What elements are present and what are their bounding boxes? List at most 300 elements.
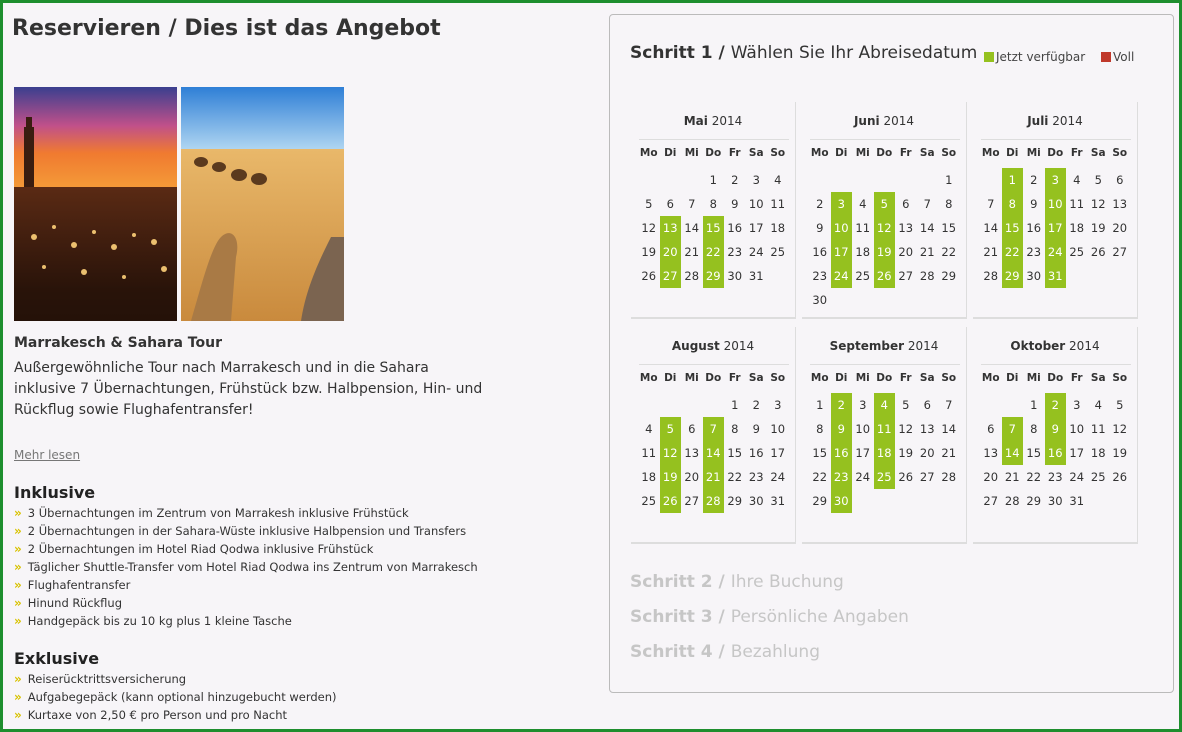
inklusive-text: 2 Übernachtungen im Hotel Riad Qodwa inklusive Frühstück — [27, 542, 374, 556]
inklusive-text: Flughafentransfer — [27, 578, 131, 592]
calendar-date: 12 — [1090, 197, 1106, 211]
calendar-date: 16 — [748, 446, 764, 460]
weekday-header: So — [1112, 147, 1128, 159]
available-date[interactable]: 26 — [874, 264, 896, 288]
calendar-date: 8 — [945, 197, 953, 211]
available-date[interactable]: 17 — [1045, 216, 1067, 240]
calendar-date: 1 — [945, 173, 953, 187]
calendar-date: 6 — [1116, 173, 1124, 187]
available-date[interactable]: 7 — [1002, 417, 1024, 441]
legend-available — [984, 50, 1085, 64]
calendar-date: 13 — [898, 221, 914, 235]
calendar-title — [802, 339, 966, 353]
calendar-date: 24 — [770, 470, 786, 484]
available-date[interactable]: 5 — [660, 417, 682, 441]
calendar-date: 6 — [902, 197, 910, 211]
chevron-bullet-icon: » — [14, 690, 22, 704]
calendar-empty-cell — [638, 393, 660, 417]
available-date[interactable]: 14 — [703, 441, 725, 465]
inklusive-item — [14, 558, 478, 576]
available-date[interactable]: 3 — [1045, 168, 1067, 192]
step-separator: / — [712, 607, 731, 627]
inklusive-item — [14, 594, 478, 612]
calendar-date: 23 — [748, 470, 764, 484]
calendar-date: 10 — [855, 422, 871, 436]
calendar-month: September — [829, 339, 905, 353]
calendar-date: 11 — [770, 197, 786, 211]
available-date[interactable]: 17 — [831, 240, 853, 264]
chevron-bullet-icon: » — [14, 506, 22, 520]
calendar-empty-cell — [831, 168, 853, 192]
available-date[interactable]: 31 — [1045, 264, 1067, 288]
chevron-bullet-icon: » — [14, 524, 22, 538]
calendar-september — [802, 327, 967, 544]
calendar-date: 14 — [684, 221, 700, 235]
calendar-date: 3 — [752, 173, 760, 187]
available-date[interactable]: 30 — [831, 489, 853, 513]
weekday-header: Mi — [684, 147, 699, 159]
calendar-date: 8 — [731, 422, 739, 436]
inklusive-item — [14, 612, 478, 630]
available-date[interactable]: 28 — [703, 489, 725, 513]
weekday-header: Mo — [639, 147, 658, 159]
calendar-date: 26 — [898, 470, 914, 484]
calendar-date: 8 — [1030, 422, 1038, 436]
inklusive-item — [14, 522, 478, 540]
available-date[interactable]: 18 — [874, 441, 896, 465]
calendar-date: 27 — [1112, 245, 1128, 259]
weekday-header: So — [941, 147, 957, 159]
available-date[interactable]: 5 — [874, 192, 896, 216]
calendar-date: 8 — [709, 197, 717, 211]
calendar-date: 11 — [1090, 422, 1106, 436]
calendar-date: 21 — [941, 446, 957, 460]
weekday-header: Mi — [684, 372, 699, 384]
weekday-header: Mi — [1026, 147, 1041, 159]
calendar-date: 1 — [731, 398, 739, 412]
exklusive-text: Aufgabegepäck (kann optional hinzugebucht werden) — [27, 690, 337, 704]
calendar-date: 9 — [1030, 197, 1038, 211]
calendar-date: 21 — [684, 245, 700, 259]
weekday-header: Do — [876, 147, 893, 159]
calendar-days — [809, 142, 960, 312]
chevron-bullet-icon: » — [14, 614, 22, 628]
available-date[interactable]: 12 — [660, 441, 682, 465]
exklusive-text: Reiserücktrittsversicherung — [27, 672, 187, 686]
available-date[interactable]: 15 — [1002, 216, 1024, 240]
calendar-date: 7 — [987, 197, 995, 211]
calendar-date: 29 — [941, 269, 957, 283]
chevron-bullet-icon: » — [14, 542, 22, 556]
available-date[interactable]: 9 — [831, 417, 853, 441]
calendar-year: 2014 — [907, 339, 939, 353]
available-date[interactable]: 19 — [874, 240, 896, 264]
available-date[interactable]: 2 — [831, 393, 853, 417]
calendar-date: 30 — [1047, 494, 1063, 508]
calendar-date: 5 — [1116, 398, 1124, 412]
calendar-date: 17 — [748, 221, 764, 235]
available-date[interactable]: 27 — [660, 264, 682, 288]
step-text: Bezahlung — [730, 642, 820, 662]
weekday-header: So — [1112, 372, 1128, 384]
calendar-empty-cell — [852, 168, 874, 192]
exklusive-item — [14, 688, 337, 706]
available-date[interactable]: 10 — [1045, 192, 1067, 216]
calendar-date: 24 — [748, 245, 764, 259]
mehr-lesen-link[interactable]: Mehr lesen — [14, 448, 81, 462]
available-date[interactable]: 22 — [703, 240, 725, 264]
calendar-date: 22 — [1026, 470, 1042, 484]
calendar-empty-cell — [917, 168, 939, 192]
exklusive-list — [14, 670, 337, 724]
calendar-date: 5 — [902, 398, 910, 412]
available-date[interactable]: 14 — [1002, 441, 1024, 465]
exklusive-text: Kurtaxe von 2,50 € pro Person und pro Nacht — [27, 708, 288, 722]
weekday-header: Sa — [919, 147, 935, 159]
weekday-header: Di — [1006, 372, 1019, 384]
calendar-empty-cell — [660, 393, 682, 417]
available-date[interactable]: 24 — [1045, 240, 1067, 264]
inklusive-text: 2 Übernachtungen in der Sahara-Wüste inklusive Halbpension und Transfers — [27, 524, 467, 538]
weekday-header: Di — [664, 372, 677, 384]
calendar-empty-cell — [638, 168, 660, 192]
step-2-heading[interactable] — [630, 572, 844, 592]
calendar-year: 2014 — [1052, 114, 1083, 128]
calendar-empty-cell — [681, 393, 703, 417]
calendar-title — [973, 339, 1137, 353]
calendar-date: 5 — [1094, 173, 1102, 187]
weekday-header: Fr — [1070, 372, 1083, 384]
weekday-header: Mo — [639, 372, 658, 384]
available-date[interactable]: 2 — [1045, 393, 1067, 417]
calendar-juni — [802, 102, 967, 319]
calendar-date: 6 — [688, 422, 696, 436]
calendar-date: 23 — [812, 269, 828, 283]
marrakesch-night-photo — [14, 87, 177, 321]
calendar-date: 20 — [1112, 221, 1128, 235]
legend-full — [1101, 50, 1134, 64]
calendar-date: 1 — [1030, 398, 1038, 412]
step-1-text: Wählen Sie Ihr Abreisedatum — [730, 43, 978, 63]
step-label: Schritt 4 — [630, 642, 713, 662]
calendar-date: 23 — [1047, 470, 1063, 484]
weekday-header: Do — [705, 372, 722, 384]
calendar-date: 18 — [641, 470, 657, 484]
calendar-date: 17 — [1069, 446, 1085, 460]
calendar-date: 6 — [666, 197, 674, 211]
calendar-date: 27 — [919, 470, 935, 484]
calendar-date: 1 — [816, 398, 824, 412]
calendar-empty-cell — [895, 168, 917, 192]
calendar-date: 4 — [1073, 173, 1081, 187]
calendar-divider — [810, 139, 960, 140]
calendar-date: 26 — [641, 269, 657, 283]
calendar-date: 27 — [684, 494, 700, 508]
calendar-date: 2 — [816, 197, 824, 211]
calendar-date: 15 — [727, 446, 743, 460]
calendar-date: 2 — [1030, 173, 1038, 187]
weekday-header: Do — [705, 147, 722, 159]
calendar-date: 11 — [641, 446, 657, 460]
calendar-year: 2014 — [711, 114, 743, 128]
calendar-date: 28 — [1004, 494, 1020, 508]
legend-full-label: Voll — [1113, 50, 1135, 64]
inklusive-text: 3 Übernachtungen im Zentrum von Marrakesh inklusive Frühstück — [27, 506, 409, 520]
calendar-empty-cell — [703, 393, 725, 417]
available-swatch — [984, 52, 994, 62]
page-title: Reservieren / Dies ist das Angebot — [12, 16, 441, 41]
calendar-date: 27 — [898, 269, 914, 283]
exklusive-item — [14, 670, 337, 688]
calendar-date: 12 — [1112, 422, 1128, 436]
tour-title: Marrakesch & Sahara Tour — [14, 335, 222, 351]
calendar-date: 1 — [709, 173, 717, 187]
calendar-date: 6 — [923, 398, 931, 412]
calendar-date: 15 — [1026, 446, 1042, 460]
calendar-days — [809, 367, 960, 513]
calendar-date: 31 — [748, 269, 764, 283]
calendar-title — [631, 339, 795, 353]
available-date[interactable]: 25 — [874, 465, 896, 489]
calendar-divider — [639, 364, 789, 365]
available-date[interactable]: 29 — [703, 264, 725, 288]
available-date[interactable]: 26 — [660, 489, 682, 513]
calendar-date: 26 — [1112, 470, 1128, 484]
calendar-date: 20 — [898, 245, 914, 259]
calendar-date: 12 — [898, 422, 914, 436]
available-date[interactable]: 16 — [1045, 441, 1067, 465]
calendar-date: 19 — [1090, 221, 1106, 235]
step-text: Ihre Buchung — [730, 572, 844, 592]
calendar-empty-cell — [1002, 393, 1024, 417]
calendar-date: 9 — [752, 422, 760, 436]
available-date[interactable]: 19 — [660, 465, 682, 489]
inklusive-item — [14, 576, 478, 594]
calendar-date: 4 — [774, 173, 782, 187]
calendar-date: 28 — [919, 269, 935, 283]
calendar-date: 18 — [770, 221, 786, 235]
calendar-days — [638, 367, 789, 513]
weekday-header: Di — [664, 147, 677, 159]
calendar-divider — [639, 139, 789, 140]
calendar-date: 14 — [919, 221, 935, 235]
available-date[interactable]: 16 — [831, 441, 853, 465]
calendar-date: 19 — [898, 446, 914, 460]
calendar-date: 4 — [859, 197, 867, 211]
weekday-header: Mi — [855, 147, 870, 159]
calendar-date: 19 — [1112, 446, 1128, 460]
calendar-days — [980, 367, 1131, 513]
calendar-date: 9 — [731, 197, 739, 211]
calendar-august — [631, 327, 796, 544]
tour-description: Außergewöhnliche Tour nach Marrakesch und in die Sahara inklusive 7 Übernachtungen, Frühstück bzw. Halbpension, Hin- und Rückflug sowie Flughafentransfer! — [14, 360, 483, 418]
calendar-date: 29 — [727, 494, 743, 508]
step-3-heading[interactable] — [630, 607, 909, 627]
available-date[interactable]: 4 — [874, 393, 896, 417]
calendar-empty-cell — [980, 168, 1002, 192]
legend-available-label: Jetzt verfügbar — [996, 50, 1086, 64]
calendar-title — [973, 114, 1137, 128]
available-date[interactable]: 24 — [831, 264, 853, 288]
calendar-date: 10 — [1069, 422, 1085, 436]
calendar-date: 10 — [770, 422, 786, 436]
calendar-date: 13 — [1112, 197, 1128, 211]
available-date[interactable]: 22 — [1002, 240, 1024, 264]
weekday-header: Fr — [1070, 147, 1083, 159]
calendar-date: 30 — [1026, 269, 1042, 283]
calendar-date: 21 — [919, 245, 935, 259]
calendar-date: 30 — [727, 269, 743, 283]
calendar-empty-cell — [980, 393, 1002, 417]
calendar-oktober — [973, 327, 1138, 544]
calendar-mai — [631, 102, 796, 319]
calendar-days — [980, 142, 1131, 288]
calendar-date: 5 — [645, 197, 653, 211]
calendar-empty-cell — [809, 168, 831, 192]
calendar-month: Oktober — [1010, 339, 1066, 353]
calendar-title — [802, 114, 966, 128]
weekday-header: Mo — [810, 147, 829, 159]
calendar-date: 22 — [941, 245, 957, 259]
weekday-header: Di — [1006, 147, 1019, 159]
calendar-date: 27 — [983, 494, 999, 508]
available-date[interactable]: 1 — [1002, 168, 1024, 192]
calendar-date: 11 — [1069, 197, 1085, 211]
calendar-empty-cell — [660, 168, 682, 192]
calendar-date: 9 — [816, 221, 824, 235]
calendar-date: 16 — [727, 221, 743, 235]
full-swatch — [1101, 52, 1111, 62]
weekday-header: Di — [835, 147, 848, 159]
calendar-empty-cell — [874, 168, 896, 192]
calendar-date: 18 — [855, 245, 871, 259]
weekday-header: So — [770, 372, 786, 384]
calendar-empty-cell — [681, 168, 703, 192]
weekday-header: Di — [835, 372, 848, 384]
available-date[interactable]: 15 — [703, 216, 725, 240]
calendar-date: 10 — [748, 197, 764, 211]
calendar-date: 13 — [684, 446, 700, 460]
inklusive-item — [14, 540, 478, 558]
available-date[interactable]: 7 — [703, 417, 725, 441]
step-label: Schritt 3 — [630, 607, 713, 627]
inklusive-text: Handgepäck bis zu 10 kg plus 1 kleine Tasche — [27, 614, 292, 628]
weekday-header: Sa — [919, 372, 935, 384]
calendar-date: 18 — [1090, 446, 1106, 460]
booking-panel — [609, 14, 1174, 693]
weekday-header: Mi — [1026, 372, 1041, 384]
calendar-date: 11 — [855, 221, 871, 235]
calendar-date: 28 — [983, 269, 999, 283]
available-date[interactable]: 21 — [703, 465, 725, 489]
calendar-date: 7 — [923, 197, 931, 211]
chevron-bullet-icon: » — [14, 672, 22, 686]
weekday-header: Fr — [728, 372, 741, 384]
calendar-date: 30 — [812, 293, 828, 307]
calendar-juli — [973, 102, 1138, 319]
step-1-heading — [630, 43, 977, 63]
calendar-date: 22 — [812, 470, 828, 484]
weekday-header: So — [770, 147, 786, 159]
calendar-date: 22 — [727, 470, 743, 484]
available-date[interactable]: 23 — [831, 465, 853, 489]
calendar-date: 20 — [919, 446, 935, 460]
calendar-days — [638, 142, 789, 288]
inklusive-list — [14, 504, 478, 630]
available-date[interactable]: 8 — [1002, 192, 1024, 216]
calendar-month: Mai — [683, 114, 708, 128]
calendar-date: 24 — [1069, 470, 1085, 484]
exklusive-item — [14, 706, 337, 724]
calendar-year: 2014 — [1069, 339, 1100, 353]
calendar-month: August — [671, 339, 720, 353]
inklusive-text: Hinund Rückflug — [27, 596, 123, 610]
calendar-date: 28 — [684, 269, 700, 283]
weekday-header: So — [941, 372, 957, 384]
step-label: Schritt 2 — [630, 572, 713, 592]
available-date[interactable]: 10 — [831, 216, 853, 240]
calendar-date: 29 — [812, 494, 828, 508]
calendar-date: 25 — [1069, 245, 1085, 259]
calendar-date: 2 — [752, 398, 760, 412]
step-text: Persönliche Angaben — [730, 607, 909, 627]
calendar-date: 26 — [1090, 245, 1106, 259]
calendar-date: 14 — [941, 422, 957, 436]
weekday-header: Sa — [748, 147, 764, 159]
chevron-bullet-icon: » — [14, 560, 22, 574]
exklusive-heading: Exklusive — [14, 649, 100, 668]
calendar-date: 3 — [774, 398, 782, 412]
available-date[interactable]: 9 — [1045, 417, 1067, 441]
calendar-divider — [810, 364, 960, 365]
calendar-date: 25 — [641, 494, 657, 508]
weekday-header: Fr — [899, 372, 912, 384]
calendar-date: 29 — [1026, 494, 1042, 508]
calendar-date: 21 — [983, 245, 999, 259]
weekday-header: Fr — [899, 147, 912, 159]
available-date[interactable]: 12 — [874, 216, 896, 240]
available-date[interactable]: 13 — [660, 216, 682, 240]
weekday-header: Do — [1047, 372, 1064, 384]
step-1-label: Schritt 1 — [630, 43, 713, 63]
weekday-header: Sa — [1090, 147, 1106, 159]
weekday-header: Mi — [855, 372, 870, 384]
calendar-date: 3 — [1073, 398, 1081, 412]
calendar-date: 7 — [945, 398, 953, 412]
available-date[interactable]: 29 — [1002, 264, 1024, 288]
weekday-header: Fr — [728, 147, 741, 159]
calendar-month: Juni — [853, 114, 880, 128]
weekday-header: Do — [876, 372, 893, 384]
calendar-date: 15 — [812, 446, 828, 460]
calendar-date: 15 — [941, 221, 957, 235]
available-date[interactable]: 11 — [874, 417, 896, 441]
step-separator: / — [712, 572, 731, 592]
calendar-date: 3 — [859, 398, 867, 412]
calendar-date: 28 — [941, 470, 957, 484]
available-date[interactable]: 20 — [660, 240, 682, 264]
weekday-header: Mo — [810, 372, 829, 384]
calendar-date: 12 — [641, 221, 657, 235]
calendar-date: 31 — [770, 494, 786, 508]
calendar-divider — [981, 139, 1131, 140]
calendar-date: 30 — [748, 494, 764, 508]
available-date[interactable]: 3 — [831, 192, 853, 216]
step-4-heading[interactable] — [630, 642, 820, 662]
calendar-date: 8 — [816, 422, 824, 436]
calendar-date: 25 — [855, 269, 871, 283]
weekday-header: Mo — [981, 372, 1000, 384]
